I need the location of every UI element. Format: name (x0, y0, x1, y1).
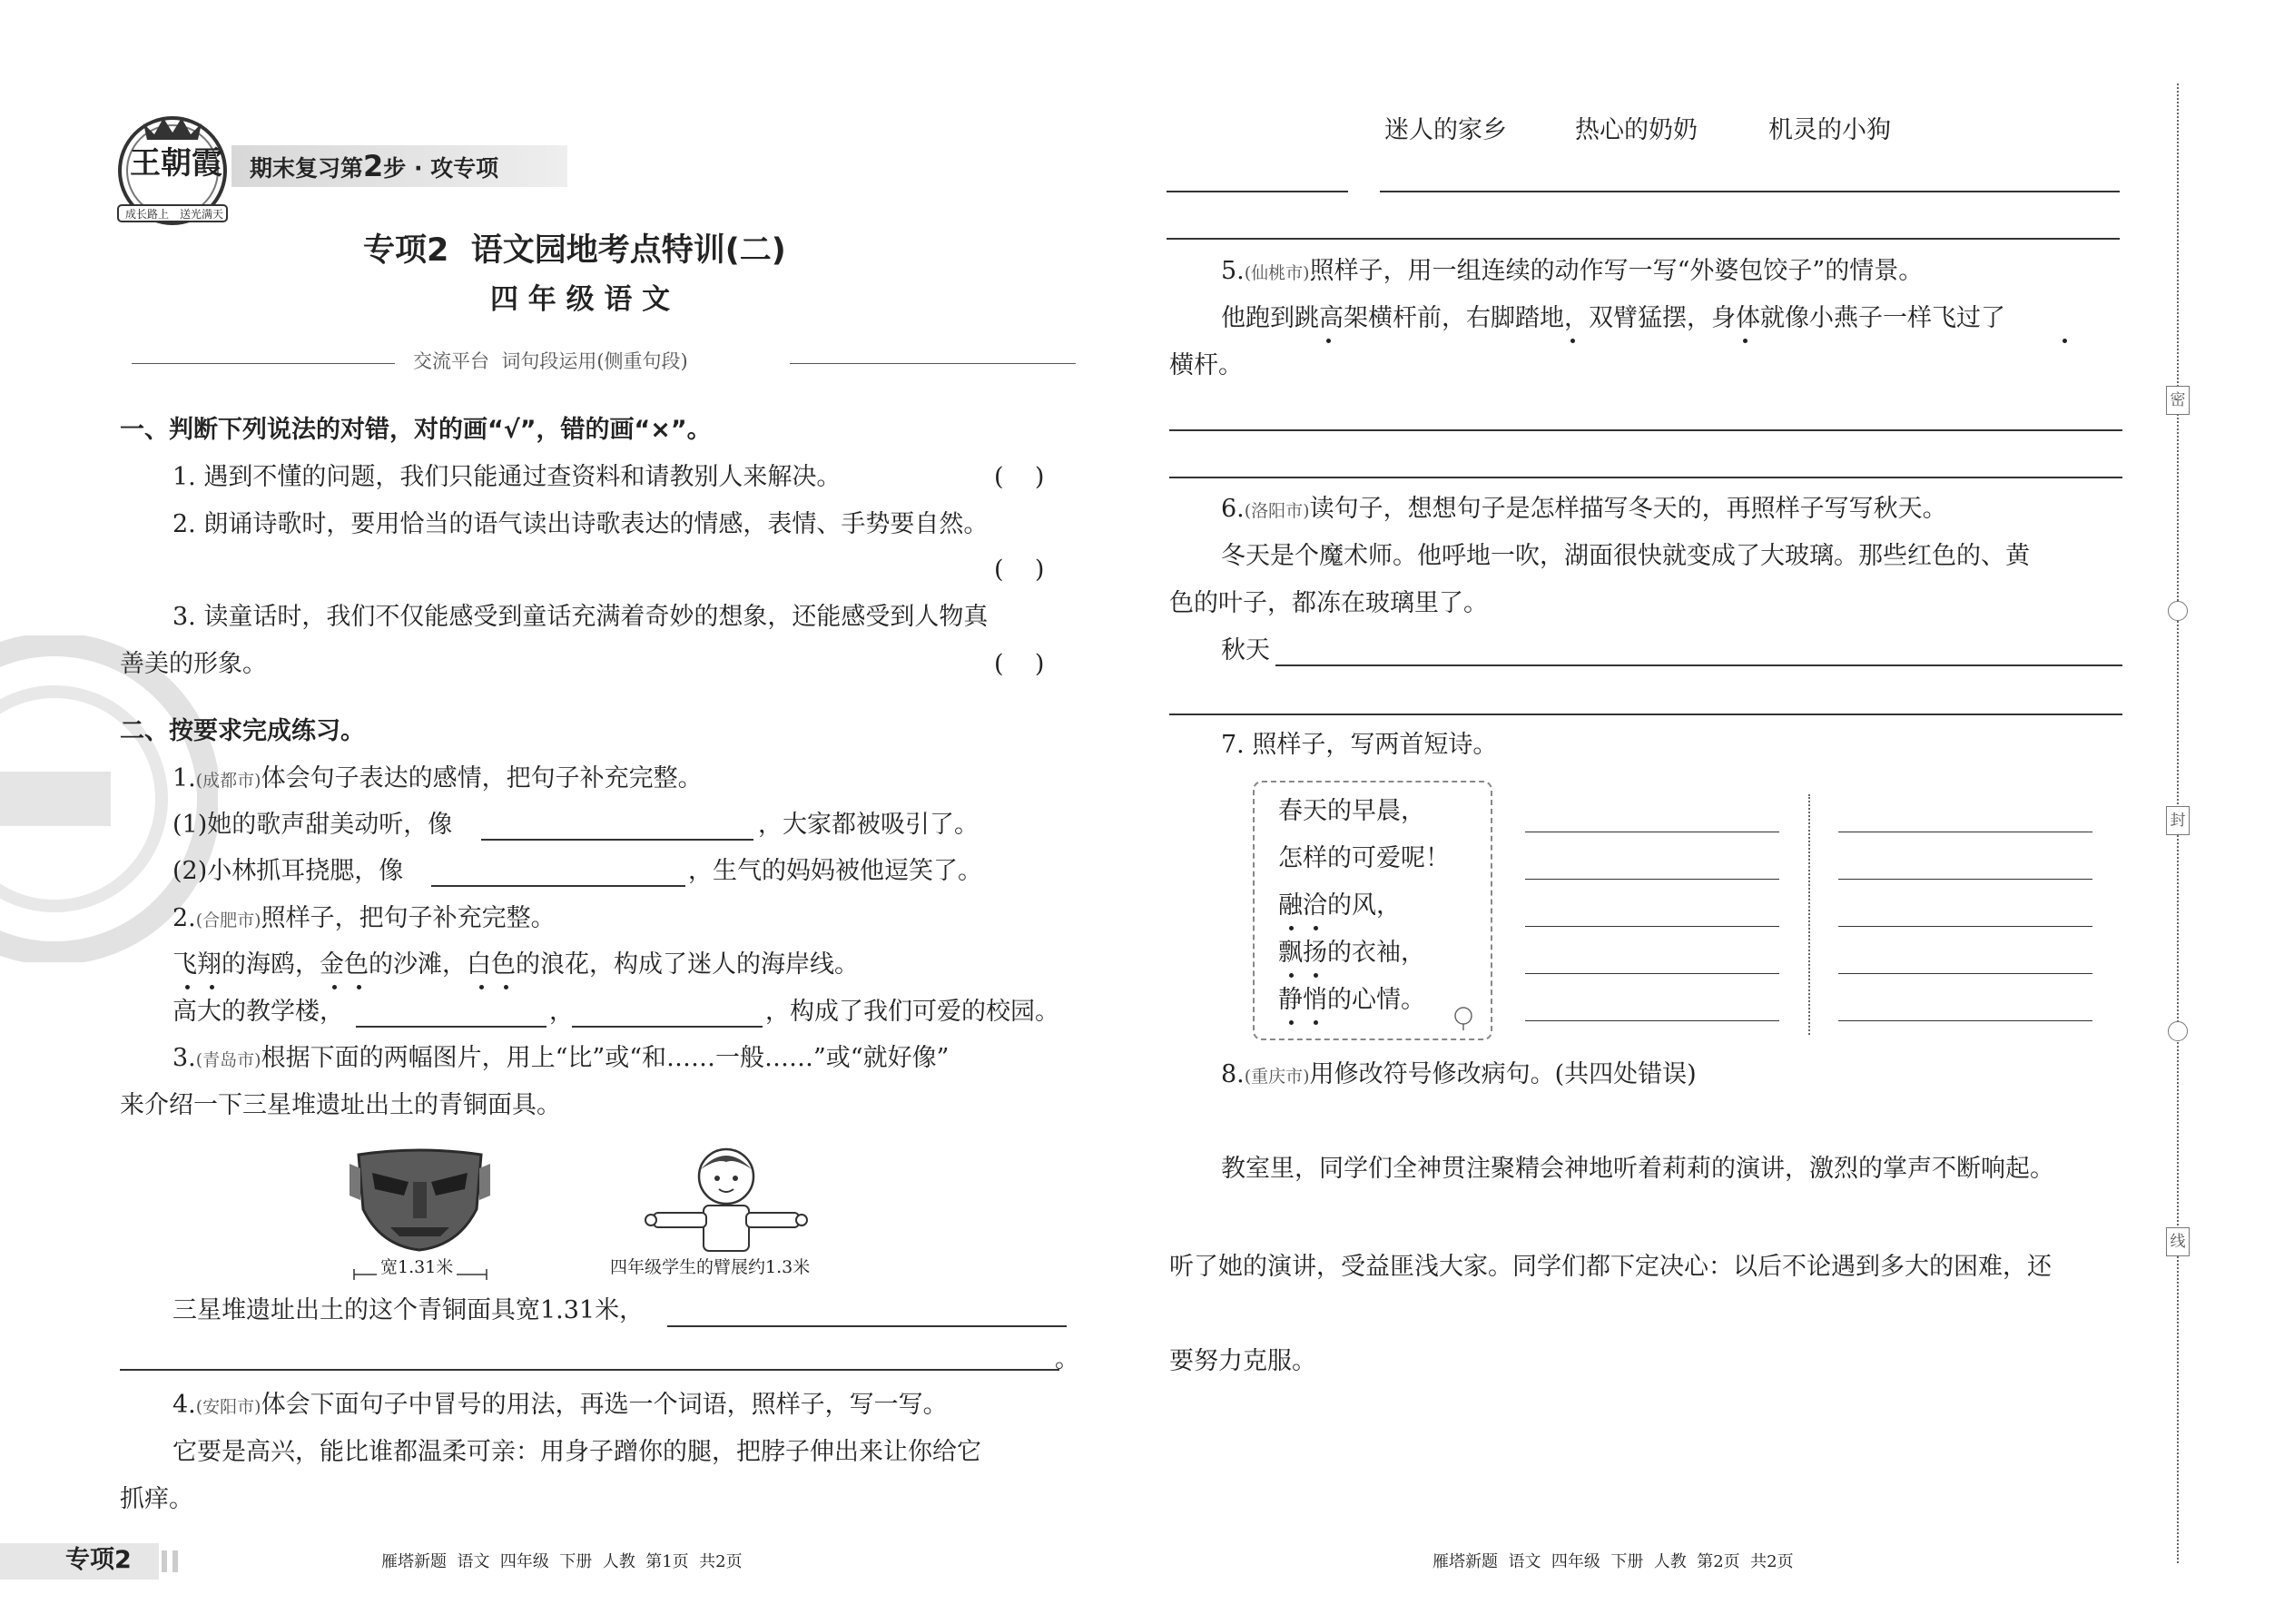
word-choice-2: 热心的奶奶 (1575, 116, 1698, 144)
banner-step: 2 (363, 149, 384, 183)
s2-q3 (172, 1044, 949, 1073)
s2-q3-period: 。 (1055, 1345, 1079, 1373)
child-armspan-image (645, 1142, 808, 1255)
poem-line-4: 飘扬的衣袖， (1278, 939, 1425, 967)
poem2-line-2[interactable] (1838, 879, 2092, 880)
s2-q2-blank-2[interactable] (572, 1026, 763, 1028)
q5-text: 照样子，用一组连续的动作写一写“外婆包饺子”的情景。 (1309, 257, 1924, 285)
poem1-line-3[interactable] (1525, 926, 1779, 927)
poem1-line-5[interactable] (1525, 1020, 1779, 1021)
seal-hole-2 (2168, 1021, 2188, 1041)
q6-answer-line-2[interactable] (1169, 714, 2122, 715)
emphasis-dot (1314, 973, 1318, 978)
divider-right (790, 363, 1076, 364)
bronze-mask-image (350, 1146, 490, 1253)
divider-left (132, 363, 395, 364)
q6-fill-prefix: 秋天 (1221, 636, 1270, 664)
emphasis-dot (479, 985, 484, 989)
q5-answer-line-1[interactable] (1169, 429, 2122, 431)
s2-q1b-blank[interactable] (431, 885, 685, 887)
s2-q3-answer-prefix: 三星堆遗址出土的这个青铜面具宽1.31米， (172, 1296, 645, 1324)
emphasis-dot (210, 985, 214, 989)
q8-text: 用修改符号修改病句。(共四处错误) (1309, 1060, 1697, 1088)
q5-example-line2: 横杆。 (1169, 351, 1243, 379)
emphasis-dot (185, 985, 190, 989)
child-caption: 四年级学生的臂展约1.3米 (610, 1257, 811, 1277)
footer-right: 雁塔新题 语文 四年级 下册 人教 第2页 共2页 (1433, 1552, 1794, 1571)
s1-question-1: 1. 遇到不懂的问题，我们只能通过查资料和请教别人来解决。 (172, 463, 842, 491)
q7: 7. 照样子，写两首短诗。 (1221, 731, 1498, 759)
emphasis-dot (1289, 926, 1294, 930)
q4-answer-blank-line2[interactable] (1167, 238, 2120, 240)
s2-q2 (172, 904, 556, 933)
poem1-line-4[interactable] (1525, 973, 1779, 974)
q6-example-line2: 色的叶子，都冻在玻璃里了。 (1169, 589, 1488, 617)
word-choice-3: 机灵的小狗 (1768, 116, 1891, 144)
poem1-line-2[interactable] (1525, 879, 1779, 880)
banner-prefix: 期末复习第 (250, 155, 364, 182)
s1-q3-answer[interactable]: ( ) (994, 650, 1045, 678)
s2-q2-fill-mid: ， (549, 998, 574, 1026)
s2-q4-text: 体会下面句子中冒号的用法，再选一个词语，照样子，写一写。 (261, 1391, 948, 1419)
s2-q2-fill-prefix: 高大的教学楼， (172, 998, 344, 1026)
q8-line-2: 听了她的演讲，受益匪浅大家。同学们都下定决心：以后不论遇到多大的困难，还 (1169, 1253, 2052, 1281)
poem-line-5: 静悄的心情。 (1278, 986, 1425, 1014)
s2-q3-city: (青岛市) (195, 1050, 261, 1070)
section1-heading: 一、判断下列说法的对错，对的画“√”，错的画“×”。 (120, 416, 712, 444)
s2-q4 (172, 1391, 948, 1420)
s2-q1-number: 1. (172, 764, 196, 792)
poem2-line-5[interactable] (1838, 1020, 2092, 1021)
banner-suffix: 步 · 攻专项 (383, 155, 499, 182)
poem-line-2: 怎样的可爱呢！ (1278, 844, 1450, 872)
q5-example-line1: 他跑到跳高架横杆前，右脚踏地，双臂猛摆，身体就像小燕子一样飞过了 (1221, 304, 2005, 332)
s2-q2-example: 飞翔的海鸥，金色的沙滩，白色的浪花，构成了迷人的海岸线。 (172, 950, 859, 979)
emphasis-dot (1570, 339, 1575, 343)
s2-q1 (172, 764, 703, 793)
q6-city: (洛阳市) (1244, 501, 1310, 521)
mask-caption: 宽1.31米 (377, 1257, 457, 1278)
s2-q1a-suffix: ，大家都被吸引了。 (758, 811, 979, 839)
logo-text: 王朝霞 (130, 145, 222, 182)
q5-answer-line-2[interactable] (1169, 477, 2122, 478)
q5 (1221, 257, 1923, 286)
s2-q4-example-line2: 抓痒。 (120, 1485, 193, 1513)
q6-example-line1: 冬天是个魔术师。他呼地一吹，湖面很快就变成了大玻璃。那些红色的、黄 (1221, 542, 2030, 570)
s2-q3-text-line2: 来介绍一下三星堆遗址出土的青铜面具。 (120, 1091, 561, 1119)
footer-tab-label: 专项2 (65, 1546, 132, 1574)
q6-text: 读句子，想想句子是怎样描写冬天的，再照样子写写秋天。 (1309, 495, 1947, 523)
q8-city: (重庆市) (1244, 1067, 1310, 1087)
s2-q1-text: 体会句子表达的感情，把句子补充完整。 (261, 764, 703, 792)
q5-city: (仙桃市) (1244, 263, 1310, 283)
poem2-line-3[interactable] (1838, 926, 2092, 927)
s2-q2-fill-suffix: ，构成了我们可爱的校园。 (765, 998, 1059, 1026)
emphasis-dot (1326, 339, 1331, 343)
emphasis-dot (1743, 339, 1748, 343)
s2-q2-text: 照样子，把句子补充完整。 (261, 904, 556, 932)
q8-number: 8. (1221, 1060, 1245, 1088)
s1-question-3-line1: 3. 读童话时，我们不仅能感受到童话充满着奇妙的想象，还能感受到人物真 (172, 603, 989, 631)
s2-q1a-prefix: (1)她的歌声甜美动听，像 (172, 811, 453, 839)
section2-heading: 二、按要求完成练习。 (120, 717, 365, 745)
seal-label-feng: 封 (2166, 806, 2190, 835)
poem2-line-4[interactable] (1838, 973, 2092, 974)
q8-line-3: 要努力克服。 (1169, 1347, 1316, 1375)
s2-q4-number: 4. (172, 1391, 196, 1419)
q8 (1221, 1060, 1697, 1089)
s2-q1-city: (成都市) (195, 771, 261, 791)
divider-caption: 交流平台 词句段运用(侧重句段) (413, 350, 688, 372)
s2-q1b-prefix: (2)小林抓耳挠腮，像 (172, 857, 404, 885)
s2-q3-text: 根据下面的两幅图片，用上“比”或“和……一般……”或“就好像” (261, 1044, 950, 1072)
emphasis-dot (357, 985, 361, 989)
q6-number: 6. (1221, 495, 1245, 523)
emphasis-dot (332, 985, 337, 989)
emphasis-dot (2063, 339, 2067, 343)
s1-q1-answer[interactable]: ( ) (994, 463, 1045, 491)
seal-label-xian: 线 (2166, 1227, 2190, 1256)
emphasis-dot (1289, 1020, 1294, 1025)
s2-q3-blank-1[interactable] (667, 1325, 1067, 1327)
s2-q3-number: 3. (172, 1044, 196, 1072)
emphasis-dot (504, 985, 508, 989)
poem-line-1: 春天的早晨， (1278, 797, 1425, 825)
s2-q1b-suffix: ，生气的妈妈被他逗笑了。 (688, 857, 982, 885)
footer-tab-pattern (162, 1550, 183, 1572)
q6 (1221, 495, 1947, 524)
poem-line-3: 融洽的风， (1278, 891, 1401, 920)
s2-q4-city: (安阳市) (195, 1397, 261, 1417)
s1-question-3-line2: 善美的形象。 (120, 650, 267, 678)
q5-number: 5. (1221, 257, 1245, 285)
poem-divider (1808, 794, 1810, 1035)
emphasis-dot (1289, 973, 1294, 978)
footer-left: 雁塔新题 语文 四年级 下册 人教 第1页 共2页 (381, 1552, 743, 1571)
q6-answer-line-1[interactable] (1275, 664, 2122, 666)
word-choice-1: 迷人的家乡 (1384, 116, 1507, 144)
page-subtitle: 四 年 级 语 文 (490, 283, 671, 316)
emphasis-dot (1314, 926, 1318, 930)
logo-subtitle-left: 成长路上 (125, 208, 170, 221)
page-title: 专项2 语文园地考点特训(二) (363, 232, 786, 269)
s1-question-2: 2. 朗诵诗歌时，要用恰当的语气读出诗歌表达的情感，表情、手势要自然。 (172, 510, 989, 538)
q4-answer-blank-sentence[interactable] (1380, 191, 2120, 192)
q8-line-1: 教室里，同学们全神贯注聚精会神地听着莉莉的演讲，激烈的掌声不断响起。 (1221, 1155, 2054, 1183)
seal-hole-1 (2168, 601, 2188, 621)
logo-subtitle-right: 送光满天 (180, 208, 224, 221)
s2-q4-example-line1: 它要是高兴，能比谁都温柔可亲：用身子蹭你的腿，把脖子伸出来让你给它 (172, 1438, 981, 1466)
s1-q2-answer[interactable]: ( ) (994, 556, 1045, 584)
s2-q2-blank-1[interactable] (356, 1026, 546, 1028)
seal-label-mi: 密 (2166, 386, 2190, 415)
emphasis-dot (1314, 1020, 1318, 1025)
s2-q3-blank-2[interactable] (120, 1369, 1059, 1371)
tree-icon (1451, 1006, 1476, 1031)
s2-q2-number: 2. (172, 904, 196, 932)
s2-q1a-blank[interactable] (481, 839, 753, 841)
banner-text (250, 151, 498, 184)
q4-answer-blank-word[interactable] (1167, 191, 1348, 192)
s2-q2-city: (合肥市) (195, 910, 261, 930)
